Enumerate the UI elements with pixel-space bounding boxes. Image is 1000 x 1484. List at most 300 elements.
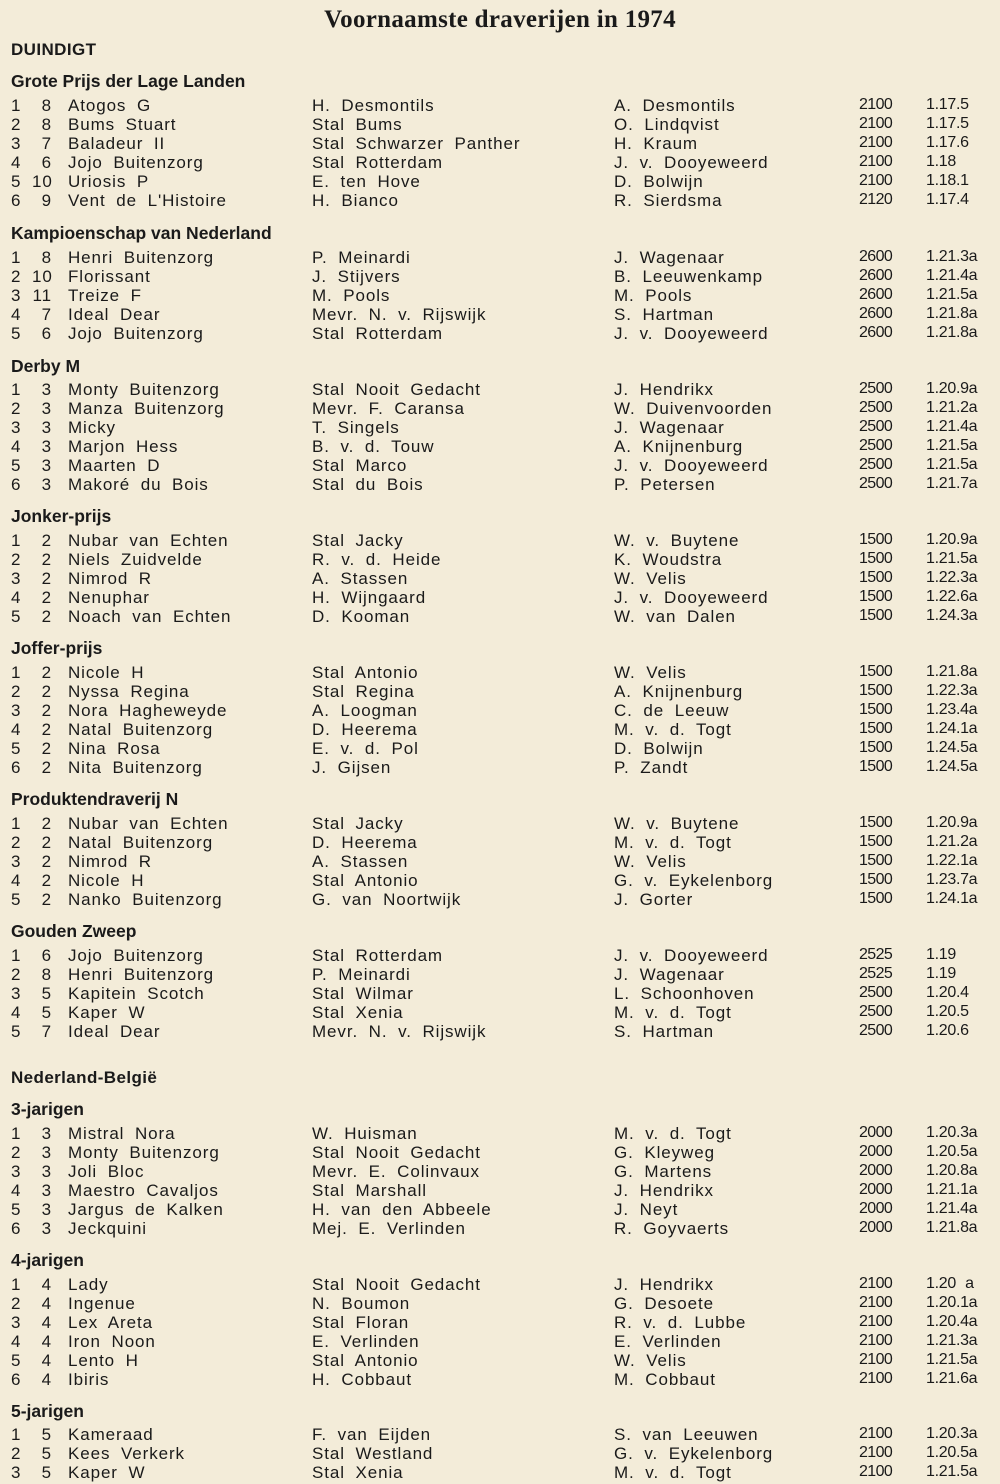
cell-pos: 5	[11, 739, 22, 758]
result-row	[0, 1022, 1000, 1041]
result-row	[0, 682, 1000, 701]
result-row	[0, 1425, 1000, 1444]
cell-time: 1.22.3a	[926, 569, 978, 586]
cell-horse: Ideal Dear	[68, 305, 161, 324]
cell-driver: G. Desoete	[614, 1294, 714, 1313]
cell-owner: Mej. E. Verlinden	[312, 1219, 466, 1238]
cell-owner: E. ten Hove	[312, 172, 421, 191]
cell-dist: 1500	[859, 871, 893, 888]
result-row	[0, 324, 1000, 343]
cell-driver: J. Hendrikx	[614, 1275, 714, 1294]
cell-horse: Monty Buitenzorg	[68, 380, 220, 399]
cell-no: 3	[41, 1162, 52, 1181]
cell-driver: J. v. Dooyeweerd	[614, 153, 769, 172]
cell-no: 8	[41, 248, 52, 267]
cell-time: 1.20.6	[926, 1022, 969, 1039]
result-row	[0, 1275, 1000, 1294]
section-title: Kampioenschap van Nederland	[11, 223, 272, 243]
cell-dist: 2100	[859, 153, 893, 170]
cell-owner: Stal Rotterdam	[312, 946, 443, 965]
cell-pos: 2	[11, 399, 22, 418]
cell-owner: Stal Xenia	[312, 1463, 404, 1482]
cell-pos: 2	[11, 682, 22, 701]
cell-driver: W. Velis	[614, 852, 687, 871]
cell-dist: 2600	[859, 248, 893, 265]
cell-pos: 1	[11, 248, 22, 267]
cell-driver: J. v. Dooyeweerd	[614, 456, 769, 475]
cell-time: 1.23.7a	[926, 871, 978, 888]
cell-pos: 3	[11, 134, 22, 153]
cell-horse: Ideal Dear	[68, 1022, 161, 1041]
cell-no: 3	[41, 1143, 52, 1162]
cell-driver: L. Schoonhoven	[614, 984, 755, 1003]
cell-time: 1.24.5a	[926, 739, 978, 756]
cell-time: 1.21.4a	[926, 267, 978, 284]
section-title: Grote Prijs der Lage Landen	[11, 71, 246, 91]
cell-pos: 4	[11, 153, 22, 172]
cell-time: 1.19	[926, 965, 956, 982]
cell-pos: 2	[11, 550, 22, 569]
cell-owner: A. Stassen	[312, 852, 409, 871]
cell-horse: Manza Buitenzorg	[68, 399, 225, 418]
cell-pos: 6	[11, 475, 22, 494]
cell-time: 1.21.3a	[926, 1332, 978, 1349]
cell-pos: 4	[11, 1003, 22, 1022]
cell-no: 4	[41, 1294, 52, 1313]
cell-dist: 1500	[859, 720, 893, 737]
cell-horse: Nicole H	[68, 663, 145, 682]
cell-driver: J. Wagenaar	[614, 965, 725, 984]
result-row	[0, 946, 1000, 965]
cell-horse: Bums Stuart	[68, 115, 177, 134]
cell-pos: 1	[11, 531, 22, 550]
cell-no: 2	[41, 852, 52, 871]
cell-no: 9	[41, 191, 52, 210]
cell-horse: Treize F	[68, 286, 142, 305]
cell-no: 4	[41, 1313, 52, 1332]
cell-horse: Kees Verkerk	[68, 1444, 185, 1463]
cell-no: 3	[41, 418, 52, 437]
cell-dist: 2500	[859, 984, 893, 1001]
cell-owner: Stal Regina	[312, 682, 415, 701]
cell-dist: 2500	[859, 475, 893, 492]
result-row	[0, 701, 1000, 720]
cell-driver: J. Hendrikx	[614, 1181, 714, 1200]
cell-owner: Stal Nooit Gedacht	[312, 1143, 481, 1162]
result-row	[0, 437, 1000, 456]
cell-time: 1.20.3a	[926, 1425, 978, 1442]
cell-owner: Stal Rotterdam	[312, 153, 443, 172]
cell-driver: C. de Leeuw	[614, 701, 730, 720]
cell-owner: A. Loogman	[312, 701, 418, 720]
cell-no: 5	[41, 984, 52, 1003]
cell-no: 3	[41, 1124, 52, 1143]
cell-no: 2	[41, 550, 52, 569]
cell-time: 1.22.6a	[926, 588, 978, 605]
cell-driver: P. Zandt	[614, 758, 689, 777]
cell-pos: 4	[11, 720, 22, 739]
cell-driver: M. v. d. Togt	[614, 1003, 732, 1022]
result-row	[0, 550, 1000, 569]
section-title: Produktendraverij N	[11, 789, 179, 809]
cell-no: 7	[41, 305, 52, 324]
cell-time: 1.21.2a	[926, 833, 978, 850]
result-row	[0, 890, 1000, 909]
cell-dist: 2525	[859, 946, 893, 963]
cell-pos: 3	[11, 286, 22, 305]
cell-driver: J. Hendrikx	[614, 380, 714, 399]
cell-dist: 2000	[859, 1200, 893, 1217]
cell-horse: Kapitein Scotch	[68, 984, 205, 1003]
cell-pos: 1	[11, 814, 22, 833]
cell-driver: S. Hartman	[614, 1022, 714, 1041]
cell-owner: J. Stijvers	[312, 267, 401, 286]
cell-time: 1.17.5	[926, 96, 969, 113]
cell-driver: A. Knijnenburg	[614, 437, 744, 456]
cell-owner: D. Heerema	[312, 833, 418, 852]
cell-horse: Henri Buitenzorg	[68, 965, 215, 984]
cell-dist: 2100	[859, 115, 893, 132]
cell-no: 2	[41, 663, 52, 682]
cell-horse: Nimrod R	[68, 569, 152, 588]
cell-dist: 2600	[859, 267, 893, 284]
cell-driver: D. Bolwijn	[614, 739, 704, 758]
result-row	[0, 153, 1000, 172]
cell-no: 3	[41, 475, 52, 494]
cell-time: 1.21.5a	[926, 1463, 978, 1480]
result-row	[0, 814, 1000, 833]
cell-dist: 1500	[859, 701, 893, 718]
cell-dist: 2100	[859, 1425, 893, 1442]
cell-owner: Mevr. F. Caransa	[312, 399, 465, 418]
cell-no: 8	[41, 115, 52, 134]
cell-horse: Nita Buitenzorg	[68, 758, 203, 777]
cell-no: 10	[32, 172, 53, 191]
cell-owner: Stal Floran	[312, 1313, 410, 1332]
cell-driver: W. van Dalen	[614, 607, 736, 626]
cell-horse: Lento H	[68, 1351, 139, 1370]
result-row	[0, 607, 1000, 626]
cell-horse: Kaper W	[68, 1463, 146, 1482]
cell-time: 1.17.5	[926, 115, 969, 132]
cell-pos: 3	[11, 418, 22, 437]
result-row	[0, 1444, 1000, 1463]
cell-horse: Nicole H	[68, 871, 145, 890]
cell-horse: Noach van Echten	[68, 607, 232, 626]
cell-horse: Makoré du Bois	[68, 475, 209, 494]
cell-horse: Joli Bloc	[68, 1162, 145, 1181]
cell-time: 1.19	[926, 946, 956, 963]
cell-owner: H. Cobbaut	[312, 1370, 412, 1389]
cell-no: 2	[41, 531, 52, 550]
cell-owner: E. v. d. Pol	[312, 739, 419, 758]
cell-dist: 1500	[859, 663, 893, 680]
cell-driver: J. v. Dooyeweerd	[614, 946, 769, 965]
cell-dist: 2500	[859, 399, 893, 416]
result-row	[0, 720, 1000, 739]
result-row	[0, 475, 1000, 494]
cell-time: 1.20.9a	[926, 814, 978, 831]
cell-pos: 5	[11, 456, 22, 475]
cell-no: 8	[41, 96, 52, 115]
cell-driver: J. Gorter	[614, 890, 694, 909]
cell-pos: 6	[11, 191, 22, 210]
cell-owner: Stal Bums	[312, 115, 403, 134]
cell-no: 6	[41, 946, 52, 965]
cell-pos: 1	[11, 663, 22, 682]
cell-horse: Nina Rosa	[68, 739, 161, 758]
cell-horse: Kameraad	[68, 1425, 154, 1444]
cell-no: 4	[41, 1332, 52, 1351]
cell-driver: R. Sierdsma	[614, 191, 723, 210]
cell-owner: Stal Nooit Gedacht	[312, 1275, 481, 1294]
cell-driver: G. Martens	[614, 1162, 713, 1181]
cell-pos: 2	[11, 267, 22, 286]
cell-owner: D. Heerema	[312, 720, 418, 739]
cell-pos: 3	[11, 984, 22, 1003]
cell-no: 3	[41, 399, 52, 418]
cell-no: 6	[41, 324, 52, 343]
result-row	[0, 663, 1000, 682]
cell-owner: Stal Antonio	[312, 871, 419, 890]
result-row	[0, 531, 1000, 550]
cell-pos: 3	[11, 701, 22, 720]
cell-owner: R. v. d. Heide	[312, 550, 442, 569]
cell-no: 4	[41, 1370, 52, 1389]
cell-horse: Nanko Buitenzorg	[68, 890, 223, 909]
result-row	[0, 852, 1000, 871]
cell-driver: R. Goyvaerts	[614, 1219, 729, 1238]
result-row	[0, 191, 1000, 210]
cell-horse: Jojo Buitenzorg	[68, 153, 204, 172]
result-row	[0, 305, 1000, 324]
result-row	[0, 1219, 1000, 1238]
result-row	[0, 1332, 1000, 1351]
cell-driver: J. v. Dooyeweerd	[614, 324, 769, 343]
cell-dist: 2100	[859, 96, 893, 113]
cell-pos: 2	[11, 965, 22, 984]
cell-owner: Stal Nooit Gedacht	[312, 380, 481, 399]
cell-time: 1.21.1a	[926, 1181, 978, 1198]
cell-horse: Nubar van Echten	[68, 814, 229, 833]
cell-horse: Lady	[68, 1275, 109, 1294]
cell-no: 11	[32, 286, 52, 305]
cell-driver: M. v. d. Togt	[614, 1124, 732, 1143]
cell-horse: Vent de L'Histoire	[68, 191, 227, 210]
result-row	[0, 399, 1000, 418]
cell-owner: Stal Schwarzer Panther	[312, 134, 521, 153]
result-row	[0, 1294, 1000, 1313]
cell-driver: J. Wagenaar	[614, 248, 725, 267]
result-row	[0, 984, 1000, 1003]
result-row	[0, 456, 1000, 475]
cell-pos: 2	[11, 1143, 22, 1162]
cell-owner: J. Gijsen	[312, 758, 392, 777]
cell-time: 1.21.5a	[926, 437, 978, 454]
cell-dist: 1500	[859, 852, 893, 869]
cell-horse: Jojo Buitenzorg	[68, 946, 204, 965]
cell-dist: 2500	[859, 418, 893, 435]
cell-dist: 1500	[859, 607, 893, 624]
cell-dist: 2100	[859, 1444, 893, 1461]
cell-horse: Nenuphar	[68, 588, 150, 607]
cell-no: 2	[41, 720, 52, 739]
result-row	[0, 1351, 1000, 1370]
cell-no: 5	[41, 1003, 52, 1022]
section-title: 5-jarigen	[11, 1401, 84, 1421]
result-row	[0, 286, 1000, 305]
cell-horse: Maarten D	[68, 456, 161, 475]
cell-driver: J. v. Dooyeweerd	[614, 588, 769, 607]
result-row	[0, 1124, 1000, 1143]
cell-no: 2	[41, 758, 52, 777]
cell-driver: A. Desmontils	[614, 96, 736, 115]
cell-pos: 2	[11, 833, 22, 852]
cell-time: 1.20.4a	[926, 1313, 978, 1330]
cell-horse: Niels Zuidvelde	[68, 550, 203, 569]
cell-pos: 2	[11, 1444, 22, 1463]
cell-owner: Stal Marshall	[312, 1181, 427, 1200]
cell-owner: Stal Xenia	[312, 1003, 404, 1022]
cell-dist: 2000	[859, 1143, 893, 1160]
cell-driver: R. v. d. Lubbe	[614, 1313, 747, 1332]
cell-no: 3	[41, 456, 52, 475]
cell-time: 1.21.7a	[926, 475, 978, 492]
cell-owner: Mevr. E. Colinvaux	[312, 1162, 480, 1181]
cell-time: 1.20.3a	[926, 1124, 978, 1141]
cell-horse: Lex Areta	[68, 1313, 153, 1332]
cell-no: 2	[41, 739, 52, 758]
cell-dist: 2500	[859, 1022, 893, 1039]
cell-pos: 5	[11, 890, 22, 909]
cell-owner: Stal Antonio	[312, 1351, 419, 1370]
result-row	[0, 758, 1000, 777]
cell-time: 1.20.1a	[926, 1294, 978, 1311]
cell-driver: S. van Leeuwen	[614, 1425, 759, 1444]
cell-horse: Maestro Cavaljos	[68, 1181, 219, 1200]
cell-owner: Stal Antonio	[312, 663, 419, 682]
cell-time: 1.23.4a	[926, 701, 978, 718]
cell-owner: H. van den Abbeele	[312, 1200, 492, 1219]
cell-time: 1.21.5a	[926, 1351, 978, 1368]
cell-dist: 2100	[859, 1294, 893, 1311]
cell-horse: Atogos G	[68, 96, 152, 115]
result-row	[0, 96, 1000, 115]
cell-owner: H. Wijngaard	[312, 588, 427, 607]
cell-pos: 1	[11, 946, 22, 965]
cell-dist: 1500	[859, 569, 893, 586]
cell-dist: 1500	[859, 550, 893, 567]
cell-dist: 2600	[859, 286, 893, 303]
cell-dist: 2000	[859, 1162, 893, 1179]
cell-no: 3	[41, 1200, 52, 1219]
cell-horse: Jeckquini	[68, 1219, 147, 1238]
cell-time: 1.20.5a	[926, 1444, 978, 1461]
cell-pos: 2	[11, 1294, 22, 1313]
cell-owner: P. Meinardi	[312, 248, 411, 267]
cell-time: 1.21.3a	[926, 248, 978, 265]
cell-owner: A. Stassen	[312, 569, 409, 588]
cell-driver: G. v. Eykelenborg	[614, 1444, 774, 1463]
cell-pos: 5	[11, 607, 22, 626]
cell-owner: Stal Marco	[312, 456, 408, 475]
result-row	[0, 172, 1000, 191]
cell-dist: 1500	[859, 531, 893, 548]
cell-owner: N. Boumon	[312, 1294, 411, 1313]
region-heading-nederland-belgie: Nederland-België	[11, 1068, 158, 1087]
cell-pos: 2	[11, 115, 22, 134]
result-row	[0, 871, 1000, 890]
cell-pos: 1	[11, 96, 22, 115]
cell-pos: 4	[11, 871, 22, 890]
cell-pos: 6	[11, 1370, 22, 1389]
region-heading-duindigt: DUINDIGT	[11, 40, 97, 59]
result-row	[0, 1003, 1000, 1022]
cell-dist: 1500	[859, 814, 893, 831]
cell-pos: 5	[11, 1200, 22, 1219]
cell-owner: F. van Eijden	[312, 1425, 432, 1444]
result-row	[0, 1162, 1000, 1181]
cell-pos: 1	[11, 1124, 22, 1143]
cell-dist: 2100	[859, 1313, 893, 1330]
cell-no: 8	[41, 965, 52, 984]
cell-pos: 4	[11, 1181, 22, 1200]
cell-owner: G. van Noortwijk	[312, 890, 462, 909]
cell-dist: 2000	[859, 1219, 893, 1236]
cell-dist: 2500	[859, 456, 893, 473]
cell-time: 1.20.8a	[926, 1162, 978, 1179]
cell-dist: 1500	[859, 833, 893, 850]
cell-pos: 3	[11, 1313, 22, 1332]
cell-horse: Natal Buitenzorg	[68, 720, 214, 739]
cell-no: 3	[41, 437, 52, 456]
cell-owner: Stal Wilmar	[312, 984, 414, 1003]
cell-owner: D. Kooman	[312, 607, 411, 626]
cell-no: 2	[41, 701, 52, 720]
cell-horse: Nyssa Regina	[68, 682, 190, 701]
cell-pos: 6	[11, 758, 22, 777]
cell-driver: W. Velis	[614, 569, 687, 588]
cell-dist: 2100	[859, 1351, 893, 1368]
cell-no: 2	[41, 814, 52, 833]
section-title: 4-jarigen	[11, 1250, 84, 1270]
cell-time: 1.21.4a	[926, 1200, 978, 1217]
cell-horse: Jojo Buitenzorg	[68, 324, 204, 343]
section-title: Gouden Zweep	[11, 921, 137, 941]
result-row	[0, 1463, 1000, 1482]
cell-owner: T. Singels	[312, 418, 400, 437]
cell-pos: 3	[11, 1463, 22, 1482]
cell-dist: 2000	[859, 1124, 893, 1141]
section-title: Jonker-prijs	[11, 506, 112, 526]
result-row	[0, 1370, 1000, 1389]
cell-driver: D. Bolwijn	[614, 172, 704, 191]
cell-driver: W. Velis	[614, 1351, 687, 1370]
cell-pos: 1	[11, 1275, 22, 1294]
cell-time: 1.18.1	[926, 172, 969, 189]
cell-pos: 5	[11, 1351, 22, 1370]
cell-no: 10	[32, 267, 53, 286]
cell-owner: Stal Westland	[312, 1444, 434, 1463]
cell-no: 2	[41, 871, 52, 890]
cell-pos: 5	[11, 324, 22, 343]
cell-dist: 2100	[859, 134, 893, 151]
cell-dist: 2120	[859, 191, 893, 208]
cell-no: 2	[41, 607, 52, 626]
cell-dist: 1500	[859, 758, 893, 775]
cell-time: 1.20.5	[926, 1003, 969, 1020]
result-row	[0, 588, 1000, 607]
